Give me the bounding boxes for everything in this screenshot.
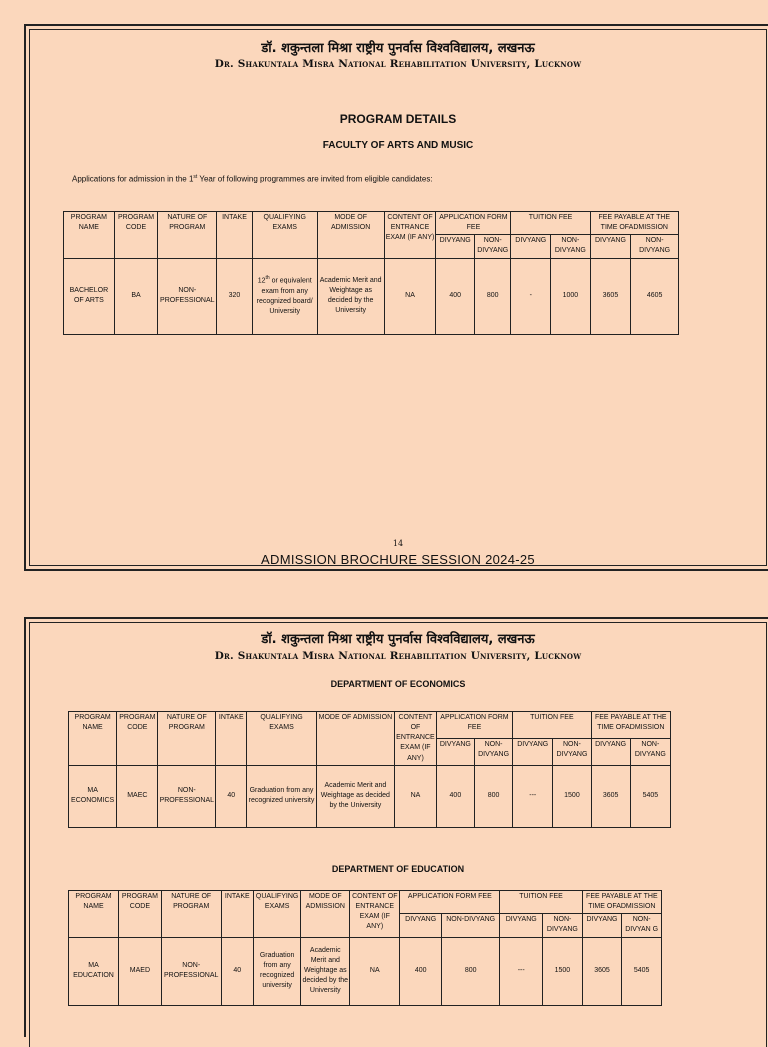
cell-app-non-divyang: 800 <box>442 937 500 1005</box>
sub-non-divyang: NON-DIVYANG <box>551 235 591 258</box>
col-program-name: PROGRAM NAME <box>69 891 119 938</box>
cell-app-divyang: 400 <box>400 937 442 1005</box>
cell-tuition-non-divyang: 1500 <box>553 765 591 827</box>
cell-intake: 40 <box>216 765 247 827</box>
col-program-code: PROGRAM CODE <box>114 212 158 259</box>
cell-qualifying: Graduation from any recognized university <box>247 765 316 827</box>
table-row <box>69 765 671 827</box>
sub-non-divyang: NON-DIVYANG <box>543 914 583 937</box>
sub-non-divyang: NON-DIVYANG <box>553 738 591 765</box>
table-row <box>69 937 662 1005</box>
sub-divyang: DIVYANG <box>511 235 551 258</box>
col-qualifying: QUALIFYING EXAMS <box>253 891 300 938</box>
sub-divyang: DIVYANG <box>591 738 630 765</box>
cell-code: BA <box>114 258 158 334</box>
cell-code: MAED <box>119 937 162 1005</box>
col-nature: NATURE OF PROGRAM <box>158 212 217 259</box>
sub-divyang: DIVYANG <box>513 738 553 765</box>
cell-app-non-divyang: 800 <box>474 258 511 334</box>
col-app-fee: APPLICATION FORM FEE <box>436 712 512 739</box>
table-header-row <box>69 891 662 914</box>
col-fee-payable: FEE PAYABLE AT THE TIME OFADMISSION <box>582 891 661 914</box>
cell-intake: 320 <box>217 258 253 334</box>
sub-non-divyang: NON-DIVYANG <box>474 738 512 765</box>
cell-name: MA ECONOMICS <box>69 765 117 827</box>
cell-qualifying: 12th or equivalent exam from any recognized board/ University <box>252 258 317 334</box>
cell-name: BACHELOR OF ARTS <box>64 258 115 334</box>
faculty-title: FACULTY OF ARTS AND MUSIC <box>322 140 474 151</box>
sub-divyang: DIVYANG <box>500 914 543 937</box>
col-mode: MODE OF ADMISSION <box>317 212 384 259</box>
page-title: PROGRAM DETAILS <box>339 112 457 126</box>
cell-app-non-divyang: 800 <box>474 765 512 827</box>
cell-nature: NON-PROFESSIONAL <box>158 765 216 827</box>
cell-app-divyang: 400 <box>436 258 475 334</box>
cell-pay-divyang: 3605 <box>590 258 631 334</box>
cell-tuition-non-divyang: 1000 <box>551 258 591 334</box>
table-header-row <box>64 212 679 235</box>
cell-pay-non-divyang: 5405 <box>630 765 670 827</box>
cell-pay-non-divyang: 5405 <box>622 937 662 1005</box>
sub-non-divyang: NON-DIVYANG <box>442 914 500 937</box>
dept-education-title: DEPARTMENT OF EDUCATION <box>331 864 465 874</box>
sub-divyang: DIVYANG <box>582 914 622 937</box>
col-mode: MODE OF ADMISSION <box>301 891 350 938</box>
maec-program-table <box>68 711 671 828</box>
sub-non-divyang: NON-DIVYANG <box>474 235 511 258</box>
col-tuition-fee: TUITION FEE <box>513 712 591 739</box>
col-app-fee: APPLICATION FORM FEE <box>400 891 500 914</box>
col-tuition-fee: TUITION FEE <box>511 212 590 235</box>
col-program-name: PROGRAM NAME <box>69 712 117 766</box>
cell-app-divyang: 400 <box>436 765 474 827</box>
university-name-english: Dr. Shakuntala Misra National Rehabilitation University, Lucknow <box>214 58 582 70</box>
col-tuition-fee: TUITION FEE <box>500 891 582 914</box>
cell-pay-non-divyang: 4605 <box>631 258 679 334</box>
cell-content: NA <box>395 765 437 827</box>
sub-divyang: DIVYANG <box>436 738 474 765</box>
col-qualifying: QUALIFYING EXAMS <box>247 712 316 766</box>
col-content: CONTENT OF ENTRANCE EXAM (IF ANY) <box>395 712 437 766</box>
sub-divyang: DIVYANG <box>590 235 631 258</box>
dept-economics-title: DEPARTMENT OF ECONOMICS <box>330 679 466 689</box>
col-qualifying: QUALIFYING EXAMS <box>252 212 317 259</box>
col-intake: INTAKE <box>217 212 253 259</box>
cell-content: NA <box>384 258 436 334</box>
cell-code: MAEC <box>117 765 158 827</box>
col-app-fee: APPLICATION FORM FEE <box>436 212 511 235</box>
intro-text: Applications for admission in the 1st Year of following programmes are invited from eligible candidates: <box>72 174 433 184</box>
sub-non-divyang: NON-DIVYAN G <box>622 914 662 937</box>
page-inner-border <box>29 622 767 1047</box>
cell-qualifying: Graduation from any recognized university <box>253 937 300 1005</box>
cell-mode: Academic Merit and Weightage as decided by the University <box>317 258 384 334</box>
brochure-page-15 <box>24 617 768 1037</box>
cell-tuition-non-divyang: 1500 <box>543 937 583 1005</box>
col-intake: INTAKE <box>221 891 253 938</box>
sub-non-divyang: NON-DIVYANG <box>631 235 679 258</box>
table-header-row <box>69 712 671 739</box>
sub-divyang: DIVYANG <box>436 235 475 258</box>
ba-program-table <box>63 211 679 335</box>
col-fee-payable: FEE PAYABLE AT THE TIME OFADMISSION <box>590 212 678 235</box>
university-name-english: Dr. Shakuntala Misra National Rehabilitation University, Lucknow <box>214 650 582 662</box>
cell-content: NA <box>350 937 400 1005</box>
col-program-code: PROGRAM CODE <box>117 712 158 766</box>
table-row <box>64 258 679 334</box>
col-program-name: PROGRAM NAME <box>64 212 115 259</box>
brochure-footer: ADMISSION BROCHURE SESSION 2024-25 <box>261 552 535 567</box>
cell-nature: NON-PROFESSIONAL <box>158 258 217 334</box>
cell-tuition-divyang: - <box>511 258 551 334</box>
cell-nature: NON-PROFESSIONAL <box>161 937 221 1005</box>
cell-tuition-divyang: --- <box>513 765 553 827</box>
cell-name: MA EDUCATION <box>69 937 119 1005</box>
page-inner-border <box>29 29 767 566</box>
cell-pay-divyang: 3605 <box>591 765 630 827</box>
cell-pay-divyang: 3605 <box>582 937 622 1005</box>
cell-mode: Academic Merit and Weightage as decided by the University <box>316 765 394 827</box>
col-content: CONTENT OF ENTRANCE EXAM (IF ANY) <box>384 212 436 259</box>
maed-program-table <box>68 890 662 1006</box>
cell-mode: Academic Merit and Weightage as decided by the University <box>301 937 350 1005</box>
university-name-hindi: डॉ. शकुन्तला मिश्रा राष्ट्रीय पुनर्वास विश्वविद्यालय, लखनऊ <box>261 41 535 56</box>
cell-tuition-divyang: --- <box>500 937 543 1005</box>
col-fee-payable: FEE PAYABLE AT THE TIME OFADMISSION <box>591 712 670 739</box>
col-content: CONTENT OF ENTRANCE EXAM (IF ANY) <box>350 891 400 938</box>
col-program-code: PROGRAM CODE <box>119 891 162 938</box>
page-number: 14 <box>392 539 404 548</box>
brochure-page-14 <box>24 24 768 571</box>
col-nature: NATURE OF PROGRAM <box>161 891 221 938</box>
col-mode: MODE OF ADMISSION <box>316 712 394 766</box>
sub-divyang: DIVYANG <box>400 914 442 937</box>
sub-non-divyang: NON-DIVYANG <box>630 738 670 765</box>
col-nature: NATURE OF PROGRAM <box>158 712 216 766</box>
university-name-hindi: डॉ. शकुन्तला मिश्रा राष्ट्रीय पुनर्वास विश्वविद्यालय, लखनऊ <box>261 632 535 647</box>
col-intake: INTAKE <box>216 712 247 766</box>
cell-intake: 40 <box>221 937 253 1005</box>
